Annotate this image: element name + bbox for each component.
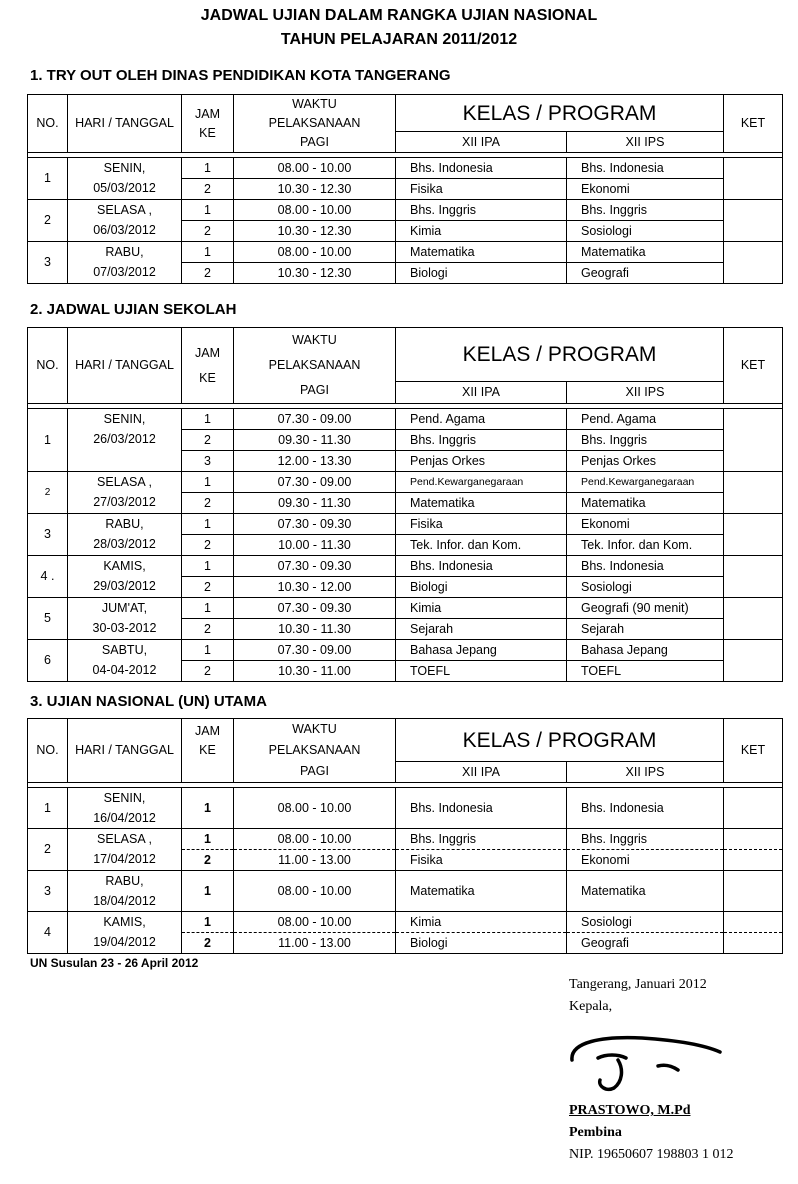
row-tanggal: 18/04/2012 [68,891,182,912]
row-ket [724,850,783,871]
row-ipa: Bhs. Inggris [396,200,567,221]
signature-name: PRASTOWO, M.Pd [569,1103,691,1118]
row-no: 2 [28,200,68,242]
header-ket: KET [724,719,783,783]
row-ket [724,933,783,954]
row-ipa: Biologi [396,577,567,598]
header-kelas: KELAS / PROGRAM [396,95,724,132]
row-ips: Pend. Agama [567,409,724,430]
row-tanggal: 19/04/2012 [68,933,182,954]
row-ips: Bhs. Indonesia [567,788,724,829]
header-ips: XII IPS [567,132,724,153]
row-jam: 1 [182,912,234,933]
row-tanggal: 17/04/2012 [68,850,182,871]
row-waktu: 10.30 - 12.00 [234,577,396,598]
header-no: NO. [28,328,68,404]
row-tanggal: 28/03/2012 [68,535,182,556]
row-hari: SENIN, [68,788,182,809]
table-row [28,933,783,954]
row-waktu: 11.00 - 13.00 [234,850,396,871]
row-no: 2 [28,472,68,514]
row-ips: Bhs. Indonesia [567,556,724,577]
ujian-nasional-table [27,718,783,954]
row-hari: SABTU, [68,640,182,661]
row-hari: SELASA , [68,472,182,493]
row-waktu: 08.00 - 10.00 [234,912,396,933]
row-ket [724,242,783,284]
table-row [28,242,783,263]
row-hari: KAMIS, [68,912,182,933]
row-ips: Tek. Infor. dan Kom. [567,535,724,556]
row-no: 1 [28,788,68,829]
row-ket [724,788,783,829]
header-ipa: XII IPA [396,762,567,783]
table-row [28,871,783,892]
row-ips: Bahasa Jepang [567,640,724,661]
row-hari: SELASA , [68,200,182,221]
header-waktu: WAKTU PELAKSANAAN PAGI [234,95,396,153]
row-ipa: Biologi [396,933,567,954]
table-row [28,409,783,430]
header-kelas: KELAS / PROGRAM [396,328,724,382]
row-no: 4 . [28,556,68,598]
row-hari: SENIN, [68,158,182,179]
row-hari: KAMIS, [68,556,182,577]
row-jam: 1 [182,242,234,263]
row-waktu: 08.00 - 10.00 [234,242,396,263]
signature-rank: Pembina [569,1125,622,1140]
row-jam: 1 [182,640,234,661]
header-waktu: WAKTU PELAKSANAAN PAGI [234,719,396,783]
header-ket: KET [724,328,783,404]
row-ipa: Sejarah [396,619,567,640]
section1-title: 1. TRY OUT OLEH DINAS PENDIDIKAN KOTA TANGERANG [30,67,451,84]
table-row [28,577,783,598]
row-jam: 1 [182,472,234,493]
row-waktu: 07.30 - 09.00 [234,640,396,661]
row-ips: Geografi [567,263,724,284]
row-ipa: Fisika [396,850,567,871]
row-jam: 3 [182,451,234,472]
row-ipa: Bhs. Indonesia [396,158,567,179]
row-ips: Geografi (90 menit) [567,598,724,619]
row-waktu: 07.30 - 09.00 [234,409,396,430]
row-ipa: Tek. Infor. dan Kom. [396,535,567,556]
row-jam: 2 [182,535,234,556]
row-ipa: Penjas Orkes [396,451,567,472]
row-no: 3 [28,871,68,912]
tryout-body [28,158,783,284]
row-ipa: Fisika [396,514,567,535]
signature-nip: NIP. 19650607 198803 1 012 [569,1147,734,1162]
document-title: JADWAL UJIAN DALAM RANGKA UJIAN NASIONAL [200,7,598,24]
row-ips: Bhs. Inggris [567,829,724,850]
row-waktu: 08.00 - 10.00 [234,788,396,829]
row-waktu: 07.30 - 09.30 [234,598,396,619]
signature-role: Kepala, [569,999,613,1014]
row-waktu: 10.30 - 12.30 [234,221,396,242]
row-waktu: 08.00 - 10.00 [234,200,396,221]
row-ipa: Bhs. Indonesia [396,556,567,577]
table-row [28,493,783,514]
header-ips: XII IPS [567,762,724,783]
row-jam: 2 [182,619,234,640]
row-ips: Ekonomi [567,850,724,871]
header-no: NO. [28,95,68,153]
section3-title: 3. UJIAN NASIONAL (UN) UTAMA [30,693,267,710]
row-ips: Penjas Orkes [567,451,724,472]
row-ips: Pend.Kewarganegaraan [567,472,724,493]
row-ipa: Bhs. Inggris [396,430,567,451]
row-ips: Geografi [567,933,724,954]
header-no: NO. [28,719,68,783]
row-ips: Matematika [567,871,724,912]
header-jam: JAM KE [182,328,234,404]
row-ket [724,829,783,850]
row-tanggal: 06/03/2012 [68,221,182,242]
row-ket [724,200,783,242]
row-ket [724,472,783,514]
table-row [28,788,783,809]
tryout-table [27,94,783,284]
ujian-sekolah-body [28,472,783,682]
row-no: 6 [28,640,68,682]
row-ipa: Bhs. Indonesia [396,788,567,829]
table-row [28,430,783,451]
row-jam: 1 [182,158,234,179]
row-ket [724,640,783,682]
header-hari: HARI / TANGGAL [68,719,182,783]
header-ipa: XII IPA [396,132,567,153]
row-no: 1 [28,158,68,200]
row-jam: 2 [182,577,234,598]
row-jam: 2 [182,179,234,200]
row-ipa: Matematika [396,242,567,263]
row-ipa: Bhs. Inggris [396,829,567,850]
row-ips: Sosiologi [567,577,724,598]
row-ips: Matematika [567,493,724,514]
row-ipa: Kimia [396,912,567,933]
header-ipa: XII IPA [396,381,567,403]
row-waktu: 09.30 - 11.30 [234,493,396,514]
row-tanggal: 07/03/2012 [68,263,182,284]
un-susulan-note: UN Susulan 23 - 26 April 2012 [30,956,199,970]
row-jam: 1 [182,514,234,535]
row-ket [724,556,783,598]
row-jam: 2 [182,263,234,284]
row-jam: 2 [182,850,234,871]
handwritten-signature [562,1030,732,1096]
row-ipa: TOEFL [396,661,567,682]
row-hari: SELASA , [68,829,182,850]
row-jam: 1 [182,556,234,577]
row-ipa: Fisika [396,179,567,200]
row-waktu: 08.00 - 10.00 [234,829,396,850]
row-ipa: Pend. Agama [396,409,567,430]
table-row [28,535,783,556]
ujian-sekolah-table [27,327,783,682]
row-hari: SENIN, [68,409,182,430]
row-ips: Bhs. Inggris [567,430,724,451]
row-ipa: Biologi [396,263,567,284]
row-waktu: 07.30 - 09.30 [234,514,396,535]
table-row [28,263,783,284]
row-waktu: 10.00 - 11.30 [234,535,396,556]
header-jam: JAM KE [182,95,234,153]
row-no: 4 [28,912,68,954]
row-jam: 2 [182,430,234,451]
row-ips: Bhs. Inggris [567,200,724,221]
row-ips: Sosiologi [567,912,724,933]
row-waktu: 10.30 - 11.30 [234,619,396,640]
row-ipa: Bahasa Jepang [396,640,567,661]
row-waktu: 07.30 - 09.00 [234,472,396,493]
row-ipa: Matematika [396,871,567,912]
row-ket [724,409,783,472]
table-row [28,829,783,850]
row-no: 1 [28,409,68,472]
row-ipa: Matematika [396,493,567,514]
row-tanggal: 04-04-2012 [68,661,182,682]
row-tanggal: 05/03/2012 [68,179,182,200]
row-jam: 1 [182,829,234,850]
row-no: 3 [28,514,68,556]
row-ips: Ekonomi [567,179,724,200]
row-waktu: 10.30 - 12.30 [234,263,396,284]
table-row [28,200,783,221]
row-ipa: Kimia [396,598,567,619]
header-ket: KET [724,95,783,153]
header-jam: JAM KE [182,719,234,783]
table-row [28,850,783,871]
table-row [28,556,783,577]
row-jam: 2 [182,221,234,242]
row-jam: 2 [182,493,234,514]
row-ket [724,514,783,556]
table-row [28,221,783,242]
row-ips: Matematika [567,242,724,263]
row-waktu: 10.30 - 11.00 [234,661,396,682]
table-row [28,514,783,535]
row-ket [724,598,783,640]
row-hari: RABU, [68,514,182,535]
row-waktu: 08.00 - 10.00 [234,871,396,912]
row-jam: 1 [182,788,234,829]
row-waktu: 12.00 - 13.30 [234,451,396,472]
row-ket [724,912,783,933]
header-hari: HARI / TANGGAL [68,95,182,153]
table-row [28,179,783,200]
row-tanggal: 29/03/2012 [68,577,182,598]
row-ket [724,158,783,200]
row-ips: Sosiologi [567,221,724,242]
row-jam: 2 [182,933,234,954]
signature-place-date: Tangerang, Januari 2012 [569,977,707,992]
row-ips: TOEFL [567,661,724,682]
row-ipa: Kimia [396,221,567,242]
header-waktu: WAKTU PELAKSANAAN PAGI [234,328,396,404]
header-kelas: KELAS / PROGRAM [396,719,724,762]
row-tanggal: 26/03/2012 [68,430,182,472]
row-no: 2 [28,829,68,871]
section2-title: 2. JADWAL UJIAN SEKOLAH [30,301,237,318]
row-hari: JUM'AT, [68,598,182,619]
table-row [28,661,783,682]
table-row [28,598,783,619]
row-ipa: Pend.Kewarganegaraan [396,472,567,493]
table-row [28,640,783,661]
document-subtitle: TAHUN PELAJARAN 2011/2012 [280,31,518,48]
row-hari: RABU, [68,242,182,263]
row-tanggal: 30-03-2012 [68,619,182,640]
row-waktu: 11.00 - 13.00 [234,933,396,954]
row-waktu: 08.00 - 10.00 [234,158,396,179]
row-jam: 1 [182,200,234,221]
table-row [28,912,783,933]
row-tanggal: 16/04/2012 [68,808,182,829]
row-waktu: 10.30 - 12.30 [234,179,396,200]
row-ket [724,871,783,912]
row-tanggal: 27/03/2012 [68,493,182,514]
table-row [28,472,783,493]
row-jam: 1 [182,409,234,430]
row-ips: Sejarah [567,619,724,640]
row-waktu: 07.30 - 09.30 [234,556,396,577]
row-no: 3 [28,242,68,284]
row-jam: 1 [182,598,234,619]
table-row [28,158,783,179]
row-ips: Bhs. Indonesia [567,158,724,179]
table-row [28,619,783,640]
row-jam: 1 [182,871,234,912]
row-jam: 2 [182,661,234,682]
row-ips: Ekonomi [567,514,724,535]
header-ips: XII IPS [567,381,724,403]
row-waktu: 09.30 - 11.30 [234,430,396,451]
row-hari: RABU, [68,871,182,892]
row-no: 5 [28,598,68,640]
header-hari: HARI / TANGGAL [68,328,182,404]
